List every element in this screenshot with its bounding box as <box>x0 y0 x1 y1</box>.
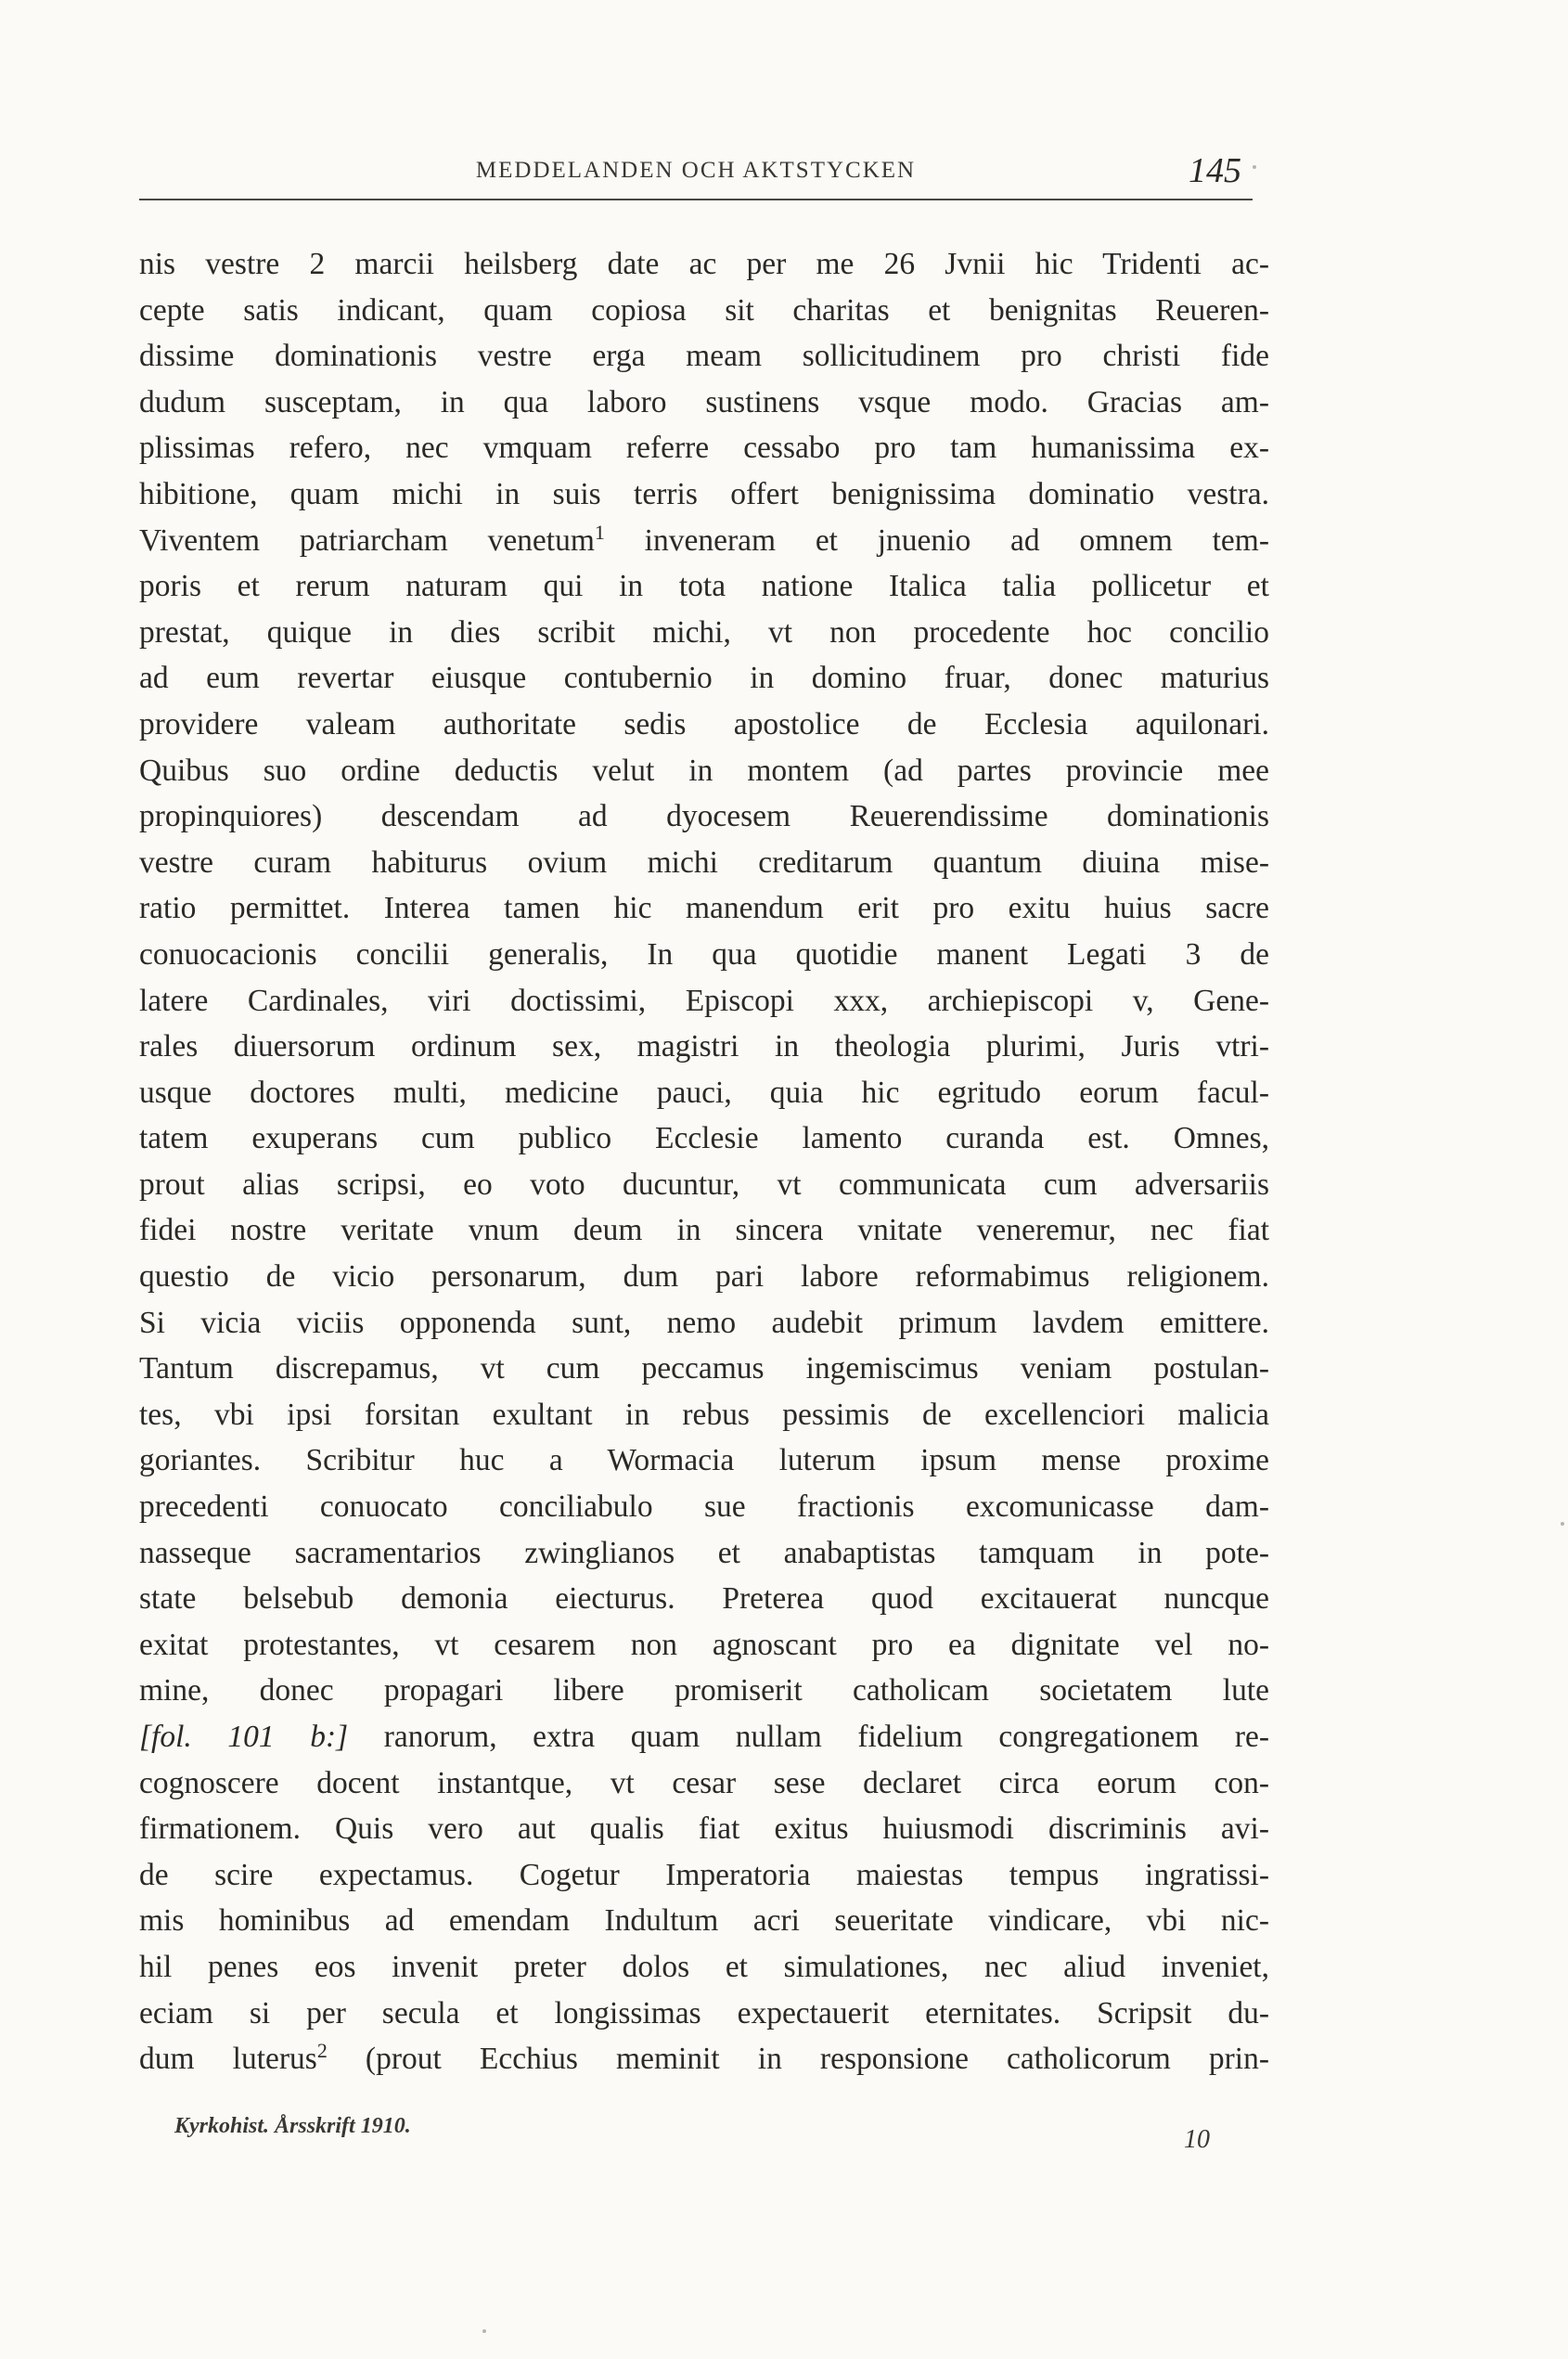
text-line: rales diuersorum ordinum sex, magistri in theologia plurimi, Juris vtri- <box>139 1029 1269 1064</box>
text-line <box>139 518 1269 564</box>
text-line: propinquiores) descendam ad dyocesem Reuerendissime dominationis <box>139 799 1269 834</box>
page-number: 145 <box>1189 151 1241 190</box>
paper-speck <box>1561 1522 1564 1526</box>
text-line: prestat, quique in dies scribit michi, vt non procedente hoc concilio <box>139 614 1269 650</box>
text-line: cepte satis indicant, quam copiosa sit charitas et benignitas Reueren- <box>139 292 1269 328</box>
footnote-ref: 2 <box>316 2039 328 2063</box>
journal-signature: Kyrkohist. Årsskrift 1910. <box>174 2114 411 2138</box>
text-line: prout alias scripsi, eo voto ducuntur, vt communicata cum adversariis <box>139 1167 1269 1202</box>
text-line: mine, donec propagari libere promiserit catholicam societatem lute <box>139 1673 1269 1708</box>
running-head: MEDDELANDEN OCH AKTSTYCKEN <box>475 158 917 183</box>
text-line: questio de vicio personarum, dum pari labore reformabimus religionem. <box>139 1259 1269 1295</box>
text-line: ratio permittet. Interea tamen hic manendum erit pro exitu huius sacre <box>139 891 1269 926</box>
text-line: eciam si per secula et longissimas expectauerit eternitates. Scripsit du- <box>139 1995 1269 2030</box>
text-line: nasseque sacramentarios zwinglianos et anabaptistas tamquam in pote- <box>139 1535 1269 1570</box>
text-line: tatem exuperans cum publico Ecclesie lamento curanda est. Omnes, <box>139 1121 1269 1156</box>
text-line: latere Cardinales, viri doctissimi, Episcopi xxx, archiepiscopi v, Gene- <box>139 983 1269 1018</box>
text-line: dissime dominationis vestre erga meam sollicitudinem pro christi fide <box>139 339 1269 374</box>
text-line: cognoscere docent instantque, vt cesar sese declaret circa eorum con- <box>139 1765 1269 1800</box>
text-line <box>139 1714 1269 1760</box>
folio-marker: [fol. 101 b:] <box>139 1720 349 1754</box>
body-text <box>139 241 1269 2082</box>
text-segment: Viventem patriarcham venetum <box>139 522 595 558</box>
text-line: ad eum revertar eiusque contubernio in domino fruar, donec maturius <box>139 661 1269 696</box>
paper-speck <box>1253 165 1256 169</box>
text-line: Quibus suo ordine deductis velut in montem (ad partes provincie mee <box>139 753 1269 788</box>
text-line: dudum susceptam, in qua laboro sustinens vsque modo. Gracias am- <box>139 384 1269 419</box>
text-line: firmationem. Quis vero aut qualis fiat exitus huiusmodi discriminis avi- <box>139 1811 1269 1847</box>
text-line: Tantum discrepamus, vt cum peccamus ingemiscimus veniam postulan- <box>139 1351 1269 1386</box>
text-line <box>139 2036 1269 2082</box>
text-segment: ranorum, extra quam nullam fidelium congregationem re- <box>383 1720 1269 1754</box>
footnote-ref: 1 <box>594 520 605 544</box>
text-line: poris et rerum naturam qui in tota natione Italica talia pollicetur et <box>139 569 1269 604</box>
text-line: fidei nostre veritate vnum deum in sincera vnitate veneremur, nec fiat <box>139 1213 1269 1248</box>
gathering-signature: 10 <box>1184 2125 1210 2154</box>
text-line: usque doctores multi, medicine pauci, quia hic egritudo eorum facul- <box>139 1075 1269 1110</box>
text-line: providere valeam authoritate sedis apostolice de Ecclesia aquilonari. <box>139 706 1269 741</box>
text-segment: (prout Ecchius meminit in responsione catholicorum prin- <box>327 2042 1269 2077</box>
text-line: vestre curam habiturus ovium michi creditarum quantum diuina mise- <box>139 844 1269 880</box>
text-line: Si vicia viciis opponenda sunt, nemo audebit primum lavdem emittere. <box>139 1305 1269 1340</box>
text-line: hibitione, quam michi in suis terris offert benignissima dominatio vestra. <box>139 476 1269 511</box>
text-line: exitat protestantes, vt cesarem non agnoscant pro ea dignitate vel no- <box>139 1627 1269 1662</box>
text-line: goriantes. Scribitur huc a Wormacia luterum ipsum mense proxime <box>139 1443 1269 1478</box>
page-footer <box>174 2114 1223 2160</box>
paper-speck <box>482 2329 486 2333</box>
text-segment: dum luterus <box>139 2042 317 2077</box>
text-segment: inveneram et jnuenio ad omnem tem- <box>604 522 1269 558</box>
text-line: plissimas refero, nec vmquam referre cessabo pro tam humanissima ex- <box>139 431 1269 466</box>
text-line: nis vestre 2 marcii heilsberg date ac per me 26 Jvnii hic Tridenti ac- <box>139 247 1269 281</box>
text-line: de scire expectamus. Cogetur Imperatoria maiestas tempus ingratissi- <box>139 1857 1269 1892</box>
text-line: mis hominibus ad emendam Indultum acri seueritate vindicare, vbi nic- <box>139 1903 1269 1939</box>
text-line: tes, vbi ipsi forsitan exultant in rebus pessimis de excellenciori malicia <box>139 1397 1269 1432</box>
text-line: precedenti conuocato conciliabulo sue fractionis excomunicasse dam- <box>139 1489 1269 1525</box>
text-line: hil penes eos invenit preter dolos et simulationes, nec aliud inveniet, <box>139 1949 1269 1984</box>
text-line: state belsebub demonia eiecturus. Preterea quod excitauerat nuncque <box>139 1581 1269 1617</box>
page-header <box>139 151 1253 200</box>
text-line: conuocacionis concilii generalis, In qua quotidie manent Legati 3 de <box>139 936 1269 972</box>
